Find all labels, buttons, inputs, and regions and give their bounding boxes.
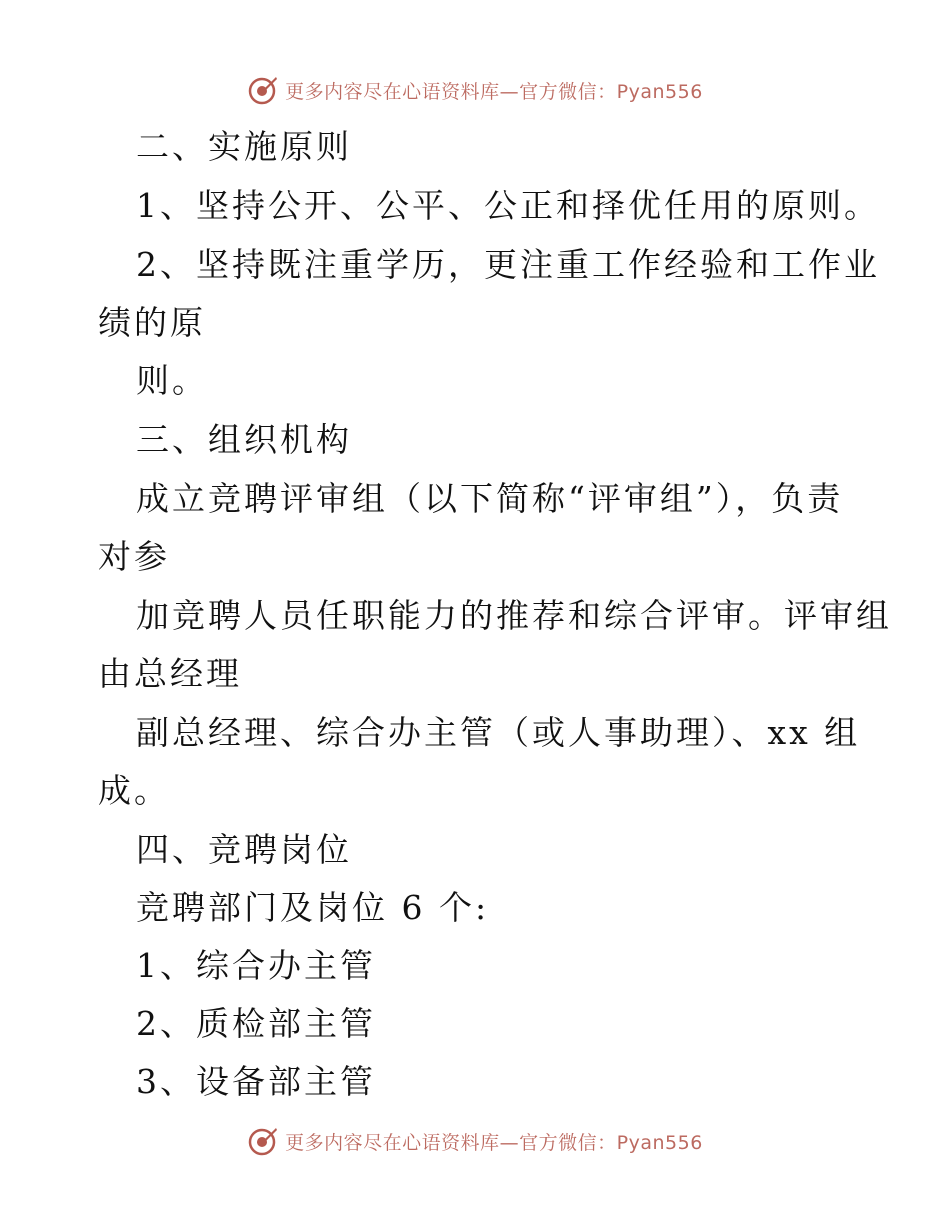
section-heading-positions: 四、竞聘岗位 (136, 830, 352, 869)
organization-paragraph-line-1: 成立竞聘评审组（以下简称“评审组”），负责 (136, 479, 844, 518)
section-heading-organization: 三、组织机构 (136, 420, 352, 459)
principle-item-2: 2、坚持既注重学历，更注重工作经验和工作业 (136, 245, 880, 284)
position-item-3: 3、设备部主管 (136, 1062, 376, 1101)
principle-item-2-continued: 绩的原 (98, 303, 206, 342)
organization-paragraph-line-4: 由总经理 (98, 654, 242, 693)
principle-item-1: 1、坚持公开、公平、公正和择优任用的原则。 (136, 186, 880, 225)
positions-summary: 竞聘部门及岗位 6 个: (136, 888, 490, 927)
watermark-text: 更多内容尽在心语资料库—官方微信：Pyan556 (285, 80, 703, 103)
watermark-text: 更多内容尽在心语资料库—官方微信：Pyan556 (285, 1131, 703, 1154)
organization-paragraph-line-2: 对参 (98, 537, 170, 576)
organization-paragraph-line-6: 成。 (98, 771, 170, 810)
position-item-2: 2、质检部主管 (136, 1004, 376, 1043)
principle-item-2-end: 则。 (136, 361, 208, 400)
footer-watermark (0, 1119, 950, 1163)
organization-paragraph-line-5: 副总经理、综合办主管（或人事助理）、xx 组 (136, 713, 861, 752)
position-item-1: 1、综合办主管 (136, 946, 376, 985)
quill-pen-seal-icon (247, 1125, 279, 1157)
organization-paragraph-line-3: 加竞聘人员任职能力的推荐和综合评审。评审组 (136, 596, 892, 635)
section-heading-principles: 二、实施原则 (136, 127, 352, 166)
